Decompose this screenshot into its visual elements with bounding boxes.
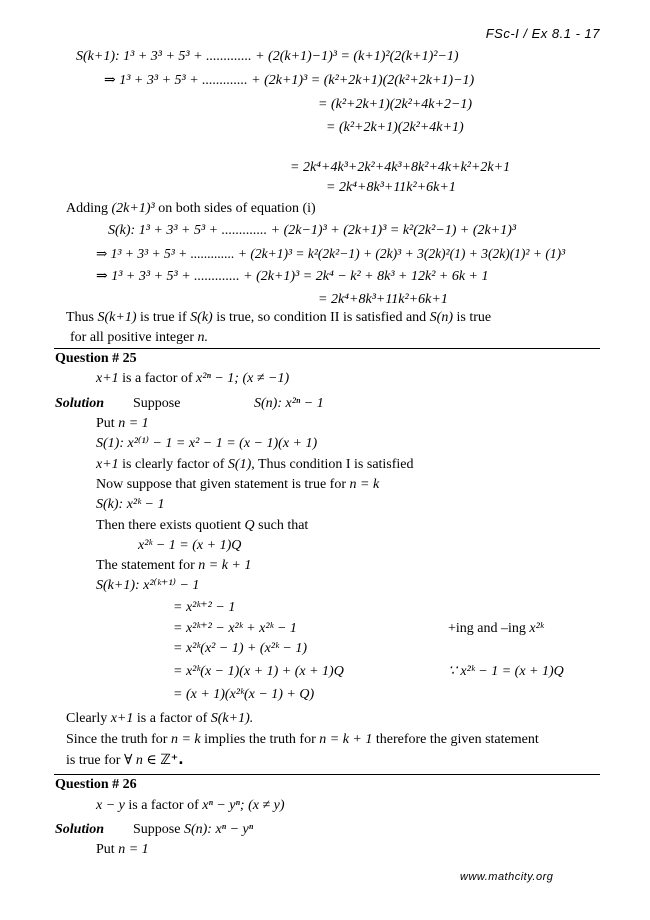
text: is clearly factor of bbox=[122, 457, 225, 472]
text: Now suppose that given statement is true for bbox=[96, 477, 347, 492]
section-divider bbox=[54, 774, 600, 775]
math: S(k+1) bbox=[97, 310, 137, 325]
text: The statement for bbox=[96, 558, 195, 573]
question-title: Question # 25 bbox=[55, 351, 137, 366]
equation-line: = (k²+2k+1)(2k²+4k+2−1) bbox=[318, 97, 473, 112]
text: is a factor of bbox=[136, 711, 208, 726]
text: is a factor of bbox=[128, 798, 199, 813]
equation-line: ⇒ 1³ + 3³ + 5³ + ............. + (2k+1)³ = 2k⁴ − k² + 8k³ + 12k² + 6k + 1 bbox=[96, 269, 489, 284]
equation-line: = x²ᵏ(x − 1)(x + 1) + (x + 1)Q bbox=[173, 664, 344, 679]
text: such that bbox=[258, 518, 309, 533]
math: x+1 bbox=[96, 371, 119, 386]
math: S(k) bbox=[190, 310, 213, 325]
suppose-word: Suppose bbox=[133, 396, 181, 411]
equation-line: S(k+1): x²⁽ᵏ⁺¹⁾ − 1 bbox=[96, 578, 200, 593]
equation-line: S(k): 1³ + 3³ + 5³ + ............. + (2k−1)³ + (2k+1)³ = k²(2k²−1) + (2k+1)³ bbox=[108, 223, 517, 238]
math: n = k + 1 bbox=[319, 732, 373, 747]
site-footer: www.mathcity.org bbox=[460, 871, 554, 883]
text: Clearly bbox=[66, 711, 108, 726]
text: Put bbox=[96, 416, 115, 431]
thus-sentence bbox=[66, 309, 491, 327]
side-note: ∵ x²ᵏ − 1 = (x + 1)Q bbox=[448, 664, 564, 679]
math: x²ᵏ bbox=[529, 621, 544, 636]
math: x+1 bbox=[110, 711, 134, 726]
equation-line: ⇒ 1³ + 3³ + 5³ + ............. + (2k+1)³ = (k²+2k+1)(2(k²+2k+1)−1) bbox=[104, 73, 475, 88]
math: n = k bbox=[349, 477, 380, 492]
text: for all positive integer bbox=[70, 330, 195, 345]
text: is true, so condition II is satisfied and bbox=[216, 310, 427, 325]
math: n = 1 bbox=[118, 842, 149, 857]
section-divider bbox=[54, 348, 600, 349]
math: n = 1 bbox=[118, 416, 149, 431]
put-line bbox=[96, 415, 149, 433]
equation-line: = 2k⁴+8k³+11k²+6k+1 bbox=[326, 180, 456, 195]
equation-line: S(k+1): 1³ + 3³ + 5³ + ............. + (2(k+1)−1)³ = (k+1)²(2(k+1)²−1) bbox=[76, 49, 459, 64]
solution-label: Solution bbox=[55, 822, 105, 837]
text: therefore the given statement bbox=[375, 732, 539, 747]
then-line bbox=[96, 517, 308, 535]
equation-line: = x²ᵏ(x² − 1) + (x²ᵏ − 1) bbox=[173, 641, 308, 656]
equation-line: x²ᵏ − 1 = (x + 1)Q bbox=[138, 538, 242, 553]
adding-rest: on both sides of equation (i) bbox=[158, 201, 316, 216]
adding-word: Adding bbox=[66, 201, 108, 216]
math: n = k + 1 bbox=[198, 558, 252, 573]
thus-sentence-cont bbox=[70, 329, 208, 347]
equation-line: = 2k⁴+8k³+11k²+6k+1 bbox=[318, 292, 448, 307]
solution-label: Solution bbox=[55, 396, 105, 411]
suppose-line bbox=[133, 821, 253, 839]
question-statement bbox=[96, 370, 289, 388]
statement-line bbox=[96, 557, 251, 575]
equation-line: S(1): x²⁽¹⁾ − 1 = x² − 1 = (x − 1)(x + 1) bbox=[96, 436, 318, 451]
equation-line: ⇒ 1³ + 3³ + 5³ + ............. + (2k+1)³ = k²(2k²−1) + (2k)³ + 3(2k)²(1) + 3(2k)(1)² + (1)³ bbox=[96, 246, 566, 261]
equation-line: = (k²+2k+1)(2k²+4k+1) bbox=[326, 120, 464, 135]
text: implies the truth for bbox=[204, 732, 316, 747]
text: +ing and –ing bbox=[448, 621, 526, 636]
text: Suppose bbox=[133, 822, 181, 837]
question-statement bbox=[96, 797, 285, 815]
text: Thus bbox=[66, 310, 94, 325]
equation-line: = x²ᵏ⁺² − 1 bbox=[173, 600, 236, 615]
text: is a factor of bbox=[122, 371, 193, 386]
text: is true bbox=[456, 310, 492, 325]
math: Q bbox=[244, 518, 255, 533]
text: Since the truth for bbox=[66, 732, 168, 747]
math: x+1 bbox=[96, 457, 119, 472]
side-note bbox=[448, 620, 544, 638]
integer-set-symbol: ℤ⁺. bbox=[160, 752, 184, 768]
equation-line: S(k): x²ᵏ − 1 bbox=[96, 497, 165, 512]
equation-line: = (x + 1)(x²ᵏ(x − 1) + Q) bbox=[173, 687, 315, 702]
math: x − y bbox=[96, 798, 125, 813]
condition-line bbox=[96, 456, 414, 474]
math: x²ⁿ − 1; (x ≠ −1) bbox=[196, 371, 290, 386]
adding-term: (2k+1)³ bbox=[111, 201, 155, 216]
true-line bbox=[66, 751, 184, 770]
math: xⁿ − yⁿ; (x ≠ y) bbox=[202, 798, 285, 813]
text: Then there exists quotient bbox=[96, 518, 242, 533]
text: is true for bbox=[66, 753, 121, 768]
math: S(n): xⁿ − yⁿ bbox=[183, 822, 254, 837]
text: is true if bbox=[140, 310, 187, 325]
equation-line: = x²ᵏ⁺² − x²ᵏ + x²ᵏ − 1 bbox=[173, 621, 297, 636]
math: n = k bbox=[170, 732, 201, 747]
equation-line: = 2k⁴+4k³+2k²+4k³+8k²+4k+k²+2k+1 bbox=[290, 160, 511, 175]
math: n. bbox=[197, 330, 209, 345]
page-label: FSc-I / Ex 8.1 - 17 bbox=[485, 26, 600, 41]
clearly-line bbox=[66, 710, 253, 728]
math: S(1) bbox=[227, 457, 252, 472]
question-title: Question # 26 bbox=[55, 777, 137, 792]
put-line bbox=[96, 841, 149, 859]
math: S(n) bbox=[429, 310, 453, 325]
text: , Thus condition I is satisfied bbox=[251, 457, 414, 472]
since-line bbox=[66, 731, 539, 749]
math: S(k+1). bbox=[210, 711, 254, 726]
adding-text bbox=[66, 200, 316, 218]
now-line bbox=[96, 476, 379, 494]
math: ∀ n ∈ bbox=[123, 753, 157, 768]
equation-line: S(n): x²ⁿ − 1 bbox=[254, 396, 324, 411]
text: Put bbox=[96, 842, 115, 857]
